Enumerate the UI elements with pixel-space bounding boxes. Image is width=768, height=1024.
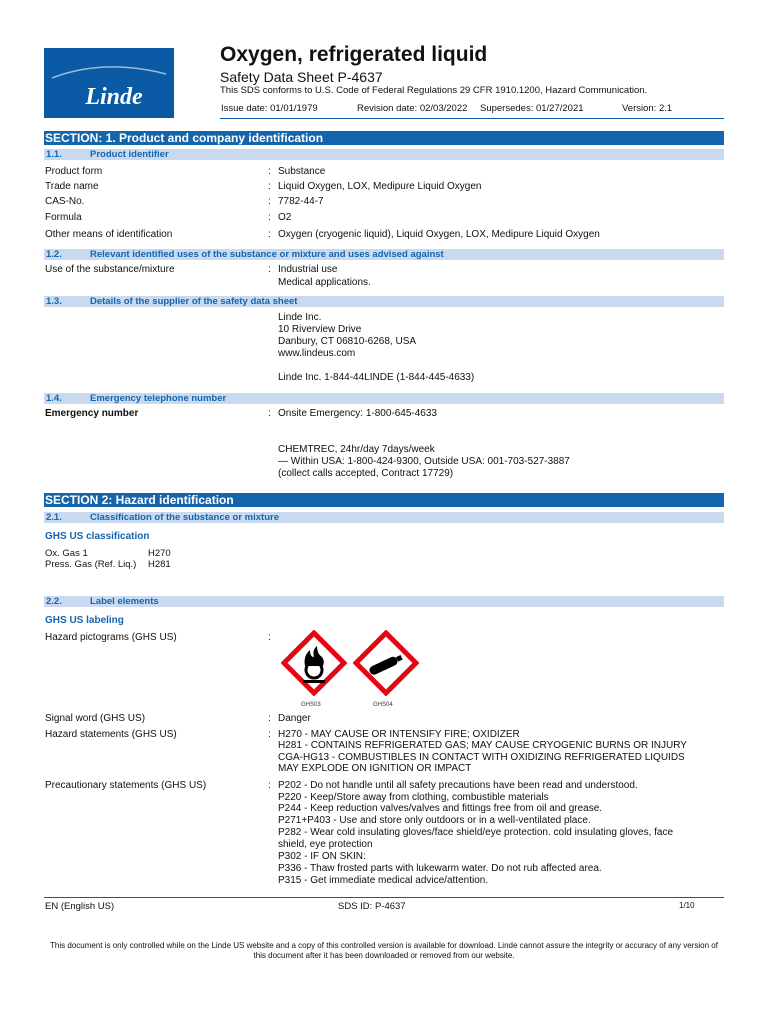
- subsection-title: Details of the supplier of the safety data sheet: [90, 296, 298, 307]
- supplier-street: 10 Riverview Drive: [278, 324, 362, 335]
- colon: :: [268, 196, 271, 207]
- hazard-statement: MAY EXPLODE ON IGNITION OR IMPACT: [278, 763, 472, 774]
- precaution-statement: P282 - Wear cold insulating gloves/face shield/eye protection. cold insulating gloves, face: [278, 827, 674, 838]
- footer-language: EN (English US): [45, 901, 115, 912]
- subsection-1-1: [44, 149, 724, 160]
- pictograms-label: Hazard pictograms (GHS US): [45, 632, 177, 643]
- gas-cylinder-icon: [353, 630, 419, 696]
- subsection-1-4: [44, 393, 724, 404]
- subsection-title: Product identifier: [90, 149, 169, 160]
- supersedes-date: Supersedes: 01/27/2021: [480, 103, 584, 114]
- colon: :: [268, 729, 271, 740]
- precaution-statement: P302 - IF ON SKIN:: [278, 851, 366, 862]
- ghs-labeling-heading: GHS US labeling: [45, 615, 124, 626]
- subsection-number: 1.3.: [46, 296, 62, 307]
- footer-divider: [44, 897, 724, 898]
- section-1-heading: SECTION: 1. Product and company identification: [44, 131, 724, 145]
- colon: :: [268, 181, 271, 192]
- colon: :: [268, 632, 271, 643]
- subsection-number: 2.2.: [46, 596, 62, 607]
- hazard-statement: H270 - MAY CAUSE OR INTENSIFY FIRE; OXIDIZER: [278, 729, 520, 740]
- formula-value: O2: [278, 212, 292, 223]
- precaution-statement: P271+P403 - Use and store only outdoors or in a well-ventilated place.: [278, 815, 591, 826]
- supplier-name: Linde Inc.: [278, 312, 322, 323]
- header-divider: [220, 118, 724, 119]
- colon: :: [268, 212, 271, 223]
- subsection-number: 1.1.: [46, 149, 62, 160]
- signal-word-label: Signal word (GHS US): [45, 713, 146, 724]
- precaution-statement: P315 - Get immediate medical advice/attention.: [278, 875, 489, 886]
- hazard-statements-label: Hazard statements (GHS US): [45, 729, 177, 740]
- colon: :: [268, 780, 271, 791]
- signal-word-value: Danger: [278, 713, 311, 724]
- footer-disclaimer: This document is only controlled while on the Linde US website and a copy of this controlled version is available for download. Linde cannot assure the integrity or accuracy of any version of this document after it has been downloaded or removed from our website.: [50, 941, 718, 960]
- issue-date: Issue date: 01/01/1979: [221, 103, 318, 114]
- emergency-number-value: Onsite Emergency: 1-800-645-4633: [278, 408, 437, 419]
- cas-no-value: 7782-44-7: [278, 196, 324, 207]
- supplier-city: Danbury, CT 06810-6268, USA: [278, 336, 417, 347]
- chemtrec-line-2: — Within USA: 1-800-424-9300, Outside USA: 001-703-527-3887: [278, 456, 570, 467]
- class-name-2: Press. Gas (Ref. Liq.): [45, 559, 137, 570]
- pictogram-1-caption: GHS03: [301, 702, 321, 708]
- subsection-number: 2.1.: [46, 512, 62, 523]
- formula-label: Formula: [45, 212, 82, 223]
- hazard-statement: CGA-HG13 - COMBUSTIBLES IN CONTACT WITH OXIDIZING REFRIGERATED LIQUIDS: [278, 752, 685, 763]
- other-identification-value: Oxygen (cryogenic liquid), Liquid Oxygen, LOX, Medipure Liquid Oxygen: [278, 229, 600, 240]
- supplier-website[interactable]: www.lindeus.com: [278, 348, 356, 359]
- precaution-statement: P336 - Thaw frosted parts with lukewarm water. Do not rub affected area.: [278, 863, 602, 874]
- section-2-heading: SECTION 2: Hazard identification: [44, 493, 724, 507]
- subsection-number: 1.2.: [46, 249, 62, 260]
- subsection-title: Relevant identified uses of the substance or mixture and uses advised against: [90, 249, 444, 260]
- precaution-statement: P220 - Keep/Store away from clothing, combustible materials: [278, 792, 549, 803]
- class-code-1: H270: [148, 548, 171, 559]
- version: Version: 2.1: [622, 103, 673, 114]
- conformance-note: This SDS conforms to U.S. Code of Federal Regulations 29 CFR 1910.1200, Hazard Communication.: [220, 85, 648, 96]
- subsection-1-2: [44, 249, 724, 260]
- subsection-title: Classification of the substance or mixture: [90, 512, 279, 523]
- linde-logo: [44, 48, 174, 118]
- precaution-statement: shield, eye protection: [278, 839, 373, 850]
- product-form-value: Substance: [278, 166, 326, 177]
- chemtrec-line-3: (collect calls accepted, Contract 17729): [278, 468, 454, 479]
- subsection-1-3: [44, 296, 724, 307]
- ghs-classification-heading: GHS US classification: [45, 531, 150, 542]
- cas-no-label: CAS-No.: [45, 196, 85, 207]
- subsection-2-1: [44, 512, 724, 523]
- flame-over-circle-icon: [281, 630, 347, 696]
- subsection-title: Label elements: [90, 596, 159, 607]
- precaution-statement: P244 - Keep reduction valves/valves and fittings free from oil and grease.: [278, 803, 603, 814]
- trade-name-label: Trade name: [45, 181, 99, 192]
- footer-sds-id: SDS ID: P-4637: [338, 901, 406, 912]
- use-label: Use of the substance/mixture: [45, 264, 175, 275]
- use-value-2: Medical applications.: [278, 277, 371, 288]
- class-code-2: H281: [148, 559, 171, 570]
- subsection-number: 1.4.: [46, 393, 62, 404]
- colon: :: [268, 408, 271, 419]
- pictogram-2-caption: GHS04: [373, 702, 393, 708]
- trade-name-value: Liquid Oxygen, LOX, Medipure Liquid Oxygen: [278, 181, 482, 192]
- precaution-statement: P202 - Do not handle until all safety precautions have been read and understood.: [278, 780, 638, 791]
- other-identification-label: Other means of identification: [45, 229, 173, 240]
- colon: :: [268, 229, 271, 240]
- colon: :: [268, 166, 271, 177]
- footer-page-number: 1/10: [679, 901, 695, 910]
- product-form-label: Product form: [45, 166, 103, 177]
- colon: :: [268, 713, 271, 724]
- document-subtitle: Safety Data Sheet P-4637: [220, 69, 383, 85]
- emergency-number-label: Emergency number: [45, 408, 139, 419]
- logo-text: Linde: [85, 84, 143, 110]
- subsection-2-2: [44, 596, 724, 607]
- use-value-1: Industrial use: [278, 264, 338, 275]
- colon: :: [268, 264, 271, 275]
- subsection-title: Emergency telephone number: [90, 393, 227, 404]
- class-name-1: Ox. Gas 1: [45, 548, 88, 559]
- precautionary-statements-label: Precautionary statements (GHS US): [45, 780, 207, 791]
- hazard-statement: H281 - CONTAINS REFRIGERATED GAS; MAY CAUSE CRYOGENIC BURNS OR INJURY: [278, 740, 687, 751]
- supplier-phone: Linde Inc. 1-844-44LINDE (1-844-445-4633): [278, 372, 475, 383]
- revision-date: Revision date: 02/03/2022: [357, 103, 468, 114]
- document-title: Oxygen, refrigerated liquid: [220, 43, 488, 66]
- chemtrec-line-1: CHEMTREC, 24hr/day 7days/week: [278, 444, 435, 455]
